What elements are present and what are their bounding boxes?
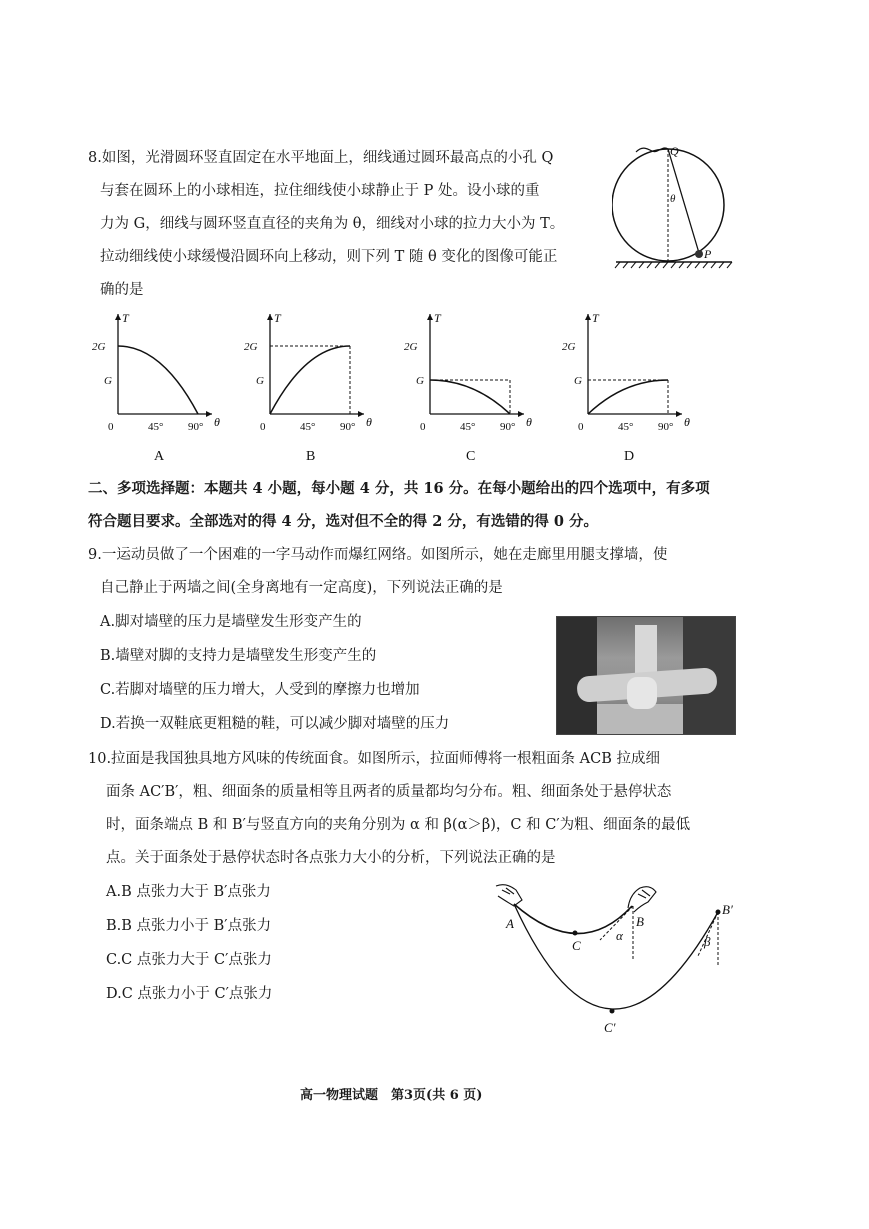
- graph-origin-label: 0: [578, 421, 584, 433]
- q10-line-4: 点。关于面条处于悬停状态时各点张力大小的分析，下列说法正确的是: [106, 850, 556, 866]
- q8-ring-figure: [612, 140, 737, 270]
- graph-origin-label: 0: [260, 421, 266, 433]
- graph-y-label: T: [122, 311, 129, 325]
- q10-option-b: B.B 点张力小于 B′点张力: [106, 918, 272, 934]
- graph-x-arrow: [676, 411, 682, 417]
- q9-line-2: 自己静止于两墙之间(全身离地有一定高度)，下列说法正确的是: [100, 580, 503, 596]
- label-alpha: α: [616, 928, 623, 943]
- label-c2: C′: [604, 1020, 616, 1035]
- q10-option-d: D.C 点张力小于 C′点张力: [106, 986, 273, 1002]
- graph-origin-label: 0: [108, 421, 114, 433]
- ball-p: [695, 250, 703, 258]
- hand-right: [628, 887, 656, 912]
- graph-tick-45: 45°: [460, 421, 476, 433]
- label-c: C: [572, 938, 581, 953]
- graph-tick-90: 90°: [500, 421, 516, 433]
- graph-x-arrow: [358, 411, 364, 417]
- graph-y-arrow: [115, 314, 121, 320]
- graph-option-label: D: [624, 449, 635, 464]
- point-c: [573, 931, 578, 936]
- graph-option-label: A: [154, 449, 165, 464]
- graph-y-label: T: [434, 311, 441, 325]
- graph-x-arrow: [518, 411, 524, 417]
- string-tail: [636, 148, 668, 152]
- page-footer: 高一物理试题 第3页(共 6 页): [300, 1088, 483, 1103]
- q10-option-c: C.C 点张力大于 C′点张力: [106, 952, 272, 968]
- graph-option-label: B: [306, 449, 316, 464]
- hand-left: [496, 885, 522, 906]
- graph-curve: [270, 346, 350, 414]
- label-p: P: [704, 247, 712, 261]
- graph-tick-45: 45°: [148, 421, 164, 433]
- graph-x-arrow: [206, 411, 212, 417]
- q8-line-3: 力为 G，细线与圆环竖直直径的夹角为 θ，细线对小球的拉力大小为 T。: [100, 216, 565, 232]
- graph-origin-label: 0: [420, 421, 426, 433]
- graph-x-label: θ: [214, 415, 220, 429]
- graph-tick-g: G: [416, 375, 424, 387]
- q10-noodle-figure: [488, 880, 748, 1035]
- graph-tick-2g: 2G: [92, 341, 106, 353]
- q9-option-d: D.若换一双鞋底更粗糙的鞋，可以减少脚对墙壁的压力: [100, 716, 450, 732]
- q8-line-1: 8.如图，光滑圆环竖直固定在水平地面上，细线通过圆环最高点的小孔 Q: [88, 150, 554, 166]
- q9-option-b: B.墙壁对脚的支持力是墙壁发生形变产生的: [100, 648, 377, 664]
- graph-y-label: T: [592, 311, 599, 325]
- graph-tick-45: 45°: [300, 421, 316, 433]
- graph-y-label: T: [274, 311, 281, 325]
- ground-hatch: [615, 262, 732, 268]
- graph-x-label: θ: [526, 415, 532, 429]
- graph-tick-2g: 2G: [404, 341, 418, 353]
- graph-x-label: θ: [366, 415, 372, 429]
- label-a: A: [506, 916, 514, 931]
- graph-tick-g: G: [574, 375, 582, 387]
- graph-tick-g: G: [104, 375, 112, 387]
- graph-tick-2g: 2G: [244, 341, 258, 353]
- q8-line-5: 确的是: [100, 282, 144, 298]
- q10-line-2: 面条 AC′B′，粗、细面条的质量相等且两者的质量都均匀分布。粗、细面条处于悬停状态: [106, 784, 672, 800]
- q9-option-c: C.若脚对墙壁的压力增大，人受到的摩擦力也增加: [100, 682, 420, 698]
- q8-line-2: 与套在圆环上的小球相连，拉住细线使小球静止于 P 处。设小球的重: [100, 183, 540, 199]
- graph-curve: [430, 380, 510, 414]
- label-b: B: [636, 914, 644, 929]
- q9-corridor-photo: [556, 616, 736, 735]
- section2-line-2: 符合题目要求。全部选对的得 4 分，选对但不全的得 2 分，有选错的得 0 分。: [88, 513, 599, 530]
- q8-line-4: 拉动细线使小球缓慢沿圆环向上移动，则下列 T 随 θ 变化的图像可能正: [100, 249, 558, 265]
- q9-line-1: 9.一运动员做了一个困难的一字马动作而爆红网络。如图所示，她在走廊里用腿支撑墙，使: [88, 547, 668, 563]
- graph-tick-90: 90°: [188, 421, 204, 433]
- graph-tick-2g: 2G: [562, 341, 576, 353]
- graph-tick-g: G: [256, 375, 264, 387]
- graph-y-arrow: [585, 314, 591, 320]
- q8-graphs: [90, 310, 710, 470]
- graph-tick-90: 90°: [658, 421, 674, 433]
- thick-noodle-acb: [514, 904, 632, 934]
- graph-curve: [118, 346, 198, 414]
- point-c2: [610, 1009, 615, 1014]
- label-theta: θ: [670, 193, 676, 205]
- graph-tick-90: 90°: [340, 421, 356, 433]
- graph-y-arrow: [427, 314, 433, 320]
- graph-y-arrow: [267, 314, 273, 320]
- graph-curve: [588, 380, 668, 414]
- q9-option-a: A.脚对墙壁的压力是墙壁发生形变产生的: [100, 614, 362, 630]
- q10-option-a: A.B 点张力大于 B′点张力: [106, 884, 271, 900]
- section2-line-1: 二、多项选择题：本题共 4 小题，每小题 4 分，共 16 分。在每小题给出的四个选项中，有多项: [88, 480, 710, 497]
- q10-line-3: 时，面条端点 B 和 B′与竖直方向的夹角分别为 α 和 β(α＞β)，C 和 C′为粗、细面条的最低: [106, 817, 691, 833]
- graph-tick-45: 45°: [618, 421, 634, 433]
- q10-line-1: 10.拉面是我国独具地方风味的传统面食。如图所示，拉面师傅将一根粗面条 ACB 拉成细: [88, 751, 660, 767]
- label-q: Q: [670, 144, 679, 158]
- graph-option-label: C: [466, 449, 476, 464]
- label-b2: B′: [722, 902, 733, 917]
- graph-x-label: θ: [684, 415, 690, 429]
- label-beta: β: [704, 934, 711, 949]
- point-b2: [716, 910, 721, 915]
